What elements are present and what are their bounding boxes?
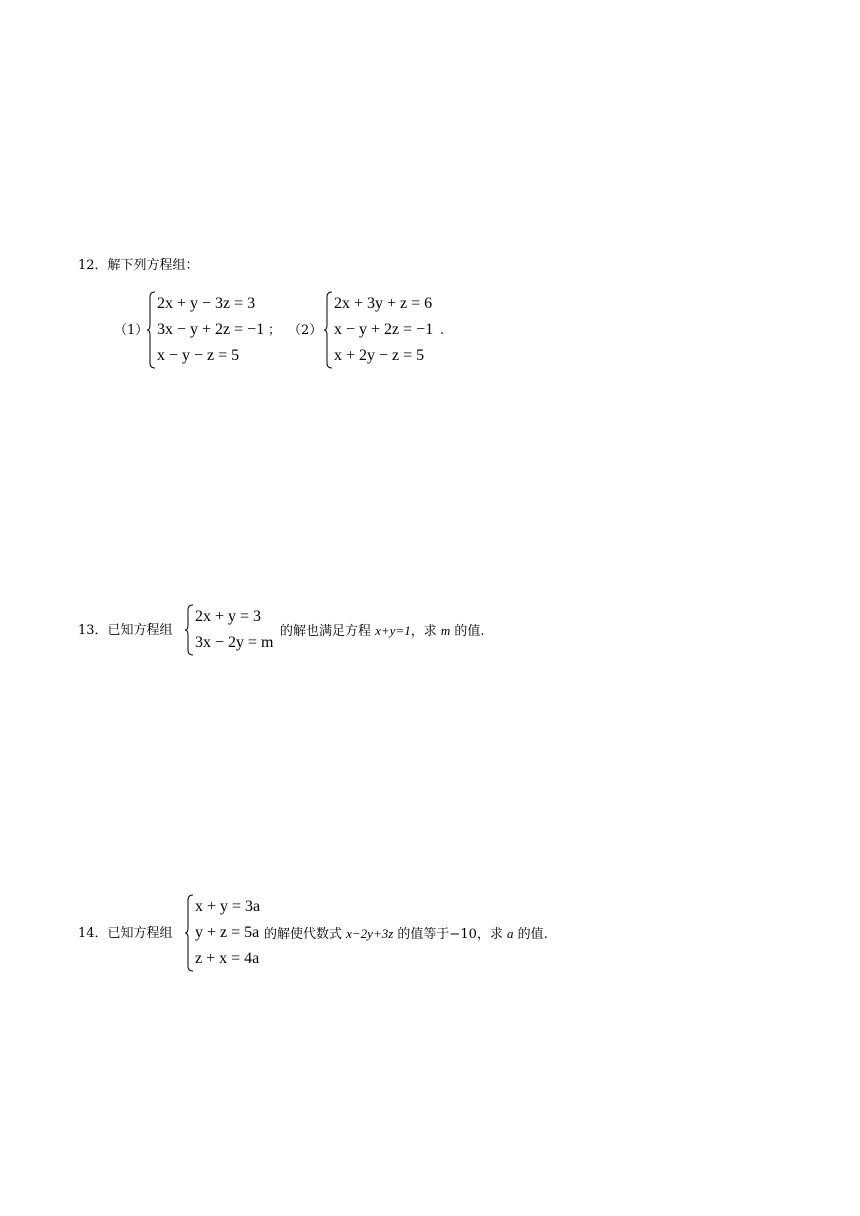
q14-suffix (264, 926, 548, 943)
q12-s2-eq1: 2x + 3y + z = 6 (334, 295, 433, 312)
q13-variable: m (440, 623, 451, 638)
q12-s1-eq3: x − y − z = 5 (157, 347, 240, 364)
q14-variable: a (507, 926, 514, 941)
q13-suffix-c: 的值. (450, 624, 485, 639)
q12-part1-label: （1） (114, 323, 149, 338)
q14-expression: x−2y+3z (346, 926, 394, 941)
q14-suffix-b: 的值等于−10，求 (393, 927, 507, 942)
q14-eq2: y + z = 5a (195, 924, 260, 941)
q12-heading: 12．解下列方程组： (78, 258, 199, 273)
q12-s2-eq2: x − y + 2z = −1 (334, 321, 434, 338)
q13-system (184, 604, 284, 656)
left-brace-icon (184, 894, 194, 972)
q12-s1-eq1: 2x + y − 3z = 3 (157, 295, 256, 312)
q14-eq3: z + x = 4a (195, 950, 260, 967)
q13-suffix (280, 623, 485, 640)
q12-part-separator: ； (268, 323, 282, 338)
q14-suffix-a: 的解使代数式 (264, 927, 347, 942)
q12-s1-eq2: 3x − y + 2z = −1 (157, 321, 265, 338)
q13-inline-equation: x+y=1 (375, 623, 411, 638)
q12-part2-label: （2） (288, 323, 323, 338)
q12-s2-eq3: x + 2y − z = 5 (334, 347, 425, 364)
left-brace-icon (146, 291, 156, 369)
q13-eq1: 2x + y = 3 (195, 608, 262, 625)
left-brace-icon (323, 291, 333, 369)
q14-suffix-c: 的值. (513, 927, 548, 942)
q12-system-1 (146, 291, 276, 369)
q14-prefix: 14．已知方程组 (78, 926, 173, 941)
q13-suffix-b: ，求 (410, 624, 441, 639)
q12-system-2 (323, 291, 453, 369)
q14-eq1: x + y = 3a (195, 898, 261, 915)
q13-prefix: 13．已知方程组 (78, 623, 173, 638)
q14-system (184, 894, 274, 972)
q13-suffix-a: 的解也满足方程 (280, 624, 376, 639)
q13-eq2: 3x − 2y = m (195, 634, 274, 651)
left-brace-icon (184, 604, 194, 656)
q12-end-period: . (440, 323, 445, 338)
